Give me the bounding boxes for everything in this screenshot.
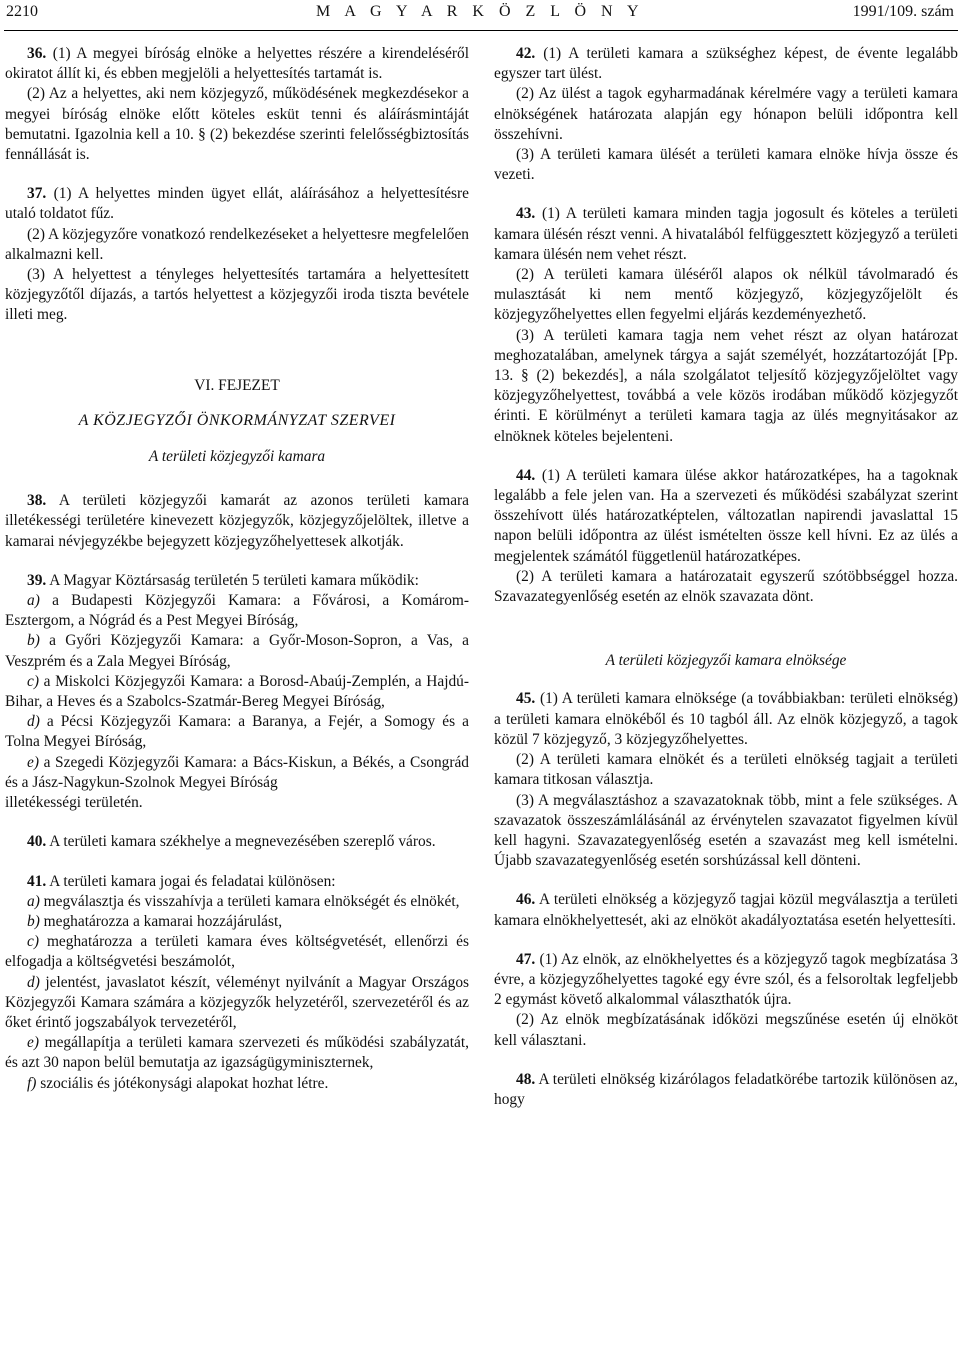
page-header (0, 0, 960, 30)
section-46-p1: 46. A területi elnökség a közjegyző tagjai közül megválasztja a területi kamara elnökhelyettesét, aki az elnököt akadályoztatása esetén helyettesíti. (494, 891, 958, 929)
section-number: 39. (27, 571, 47, 589)
section-48-p1: 48. A területi elnökség kizárólagos feladatkörébe tartozik különösen az, hogy (494, 1070, 958, 1108)
section-41-d: d) jelentést, javaslatot készít, véleményt nyilvánít a Magyar Országos Közjegyzői Kamara számára a közjegyzők helyzetéről, szervezetéről és az őket érintő jogszabályok tervezetéről, (5, 973, 469, 1031)
header-rule (4, 30, 958, 31)
journal-title: M A G Y A R K Ö Z L Ö N Y (315, 3, 645, 20)
section-41-p1: 41. A területi kamara jogai és feladatai különösen: (27, 872, 336, 890)
section-37-p1: 37. (1) A helyettes minden ügyet ellát, aláírásához a helyettesítésre utaló toldatot fűz. (5, 185, 469, 223)
section-47-p2: (2) Az elnök megbízatásának időközi megszűnése esetén új elnököt kell választani. (494, 1011, 958, 1049)
section-41-f: f) szociális és jótékonysági alapokat hozhat létre. (27, 1074, 329, 1092)
section-38-p1: 38. A területi közjegyzői kamarát az azonos területi kamara illetékességi területére kinevezett közjegyzők, közjegyzőjelöltek, illetve a kamarai névjegyzékbe bejegyzett közjegyzőhelyettesek alkotják. (5, 492, 469, 550)
section-number: 42. (516, 45, 536, 62)
section-45-p3: (3) A megválasztáshoz a szavazatoknak több, mint a fele szükséges. A szavazatok összeszámlálásánál az érvénytelen szavazatot figyelmen kívül kell hagyni. Szavazategyenlőség esetén a szavazást meg kell ismételni. Újabb szavazategyenlőség esetén sorshúzással kell dönteni. (494, 791, 958, 870)
section-number: 40. (27, 833, 47, 851)
subheading: A területi közjegyzői kamara (148, 448, 326, 466)
page-number: 2210 (6, 3, 38, 20)
section-number: 47. (516, 950, 536, 968)
section-39-c: c) a Miskolci Közjegyzői Kamara: a Borosd-Abaúj-Zemplén, a Hajdú-Bihar, a Heves és a Szabolcs-Szatmár-Bereg Megyei Bíróság, (5, 672, 469, 711)
section-number: 37. (27, 185, 47, 203)
section-41-e: e) megállapítja a területi kamara szervezeti és működési szabályzatát, és azt 30 napon belül bemutatja az igazságügyminiszternek, (5, 1034, 469, 1072)
left-column (5, 44, 469, 1094)
section-47-p1: 47. (1) Az elnök, az elnökhelyettes és a közjegyző tagok megbízatása 3 évre, a közjegyzőhelyettes tagoké egy évre szól, és a felsoroltak legfeljebb 2 egymást követő alkalommal választhatók újra. (494, 950, 958, 1009)
section-number: 36. (27, 45, 47, 62)
section-41-a: a) megválasztja és visszahívja a területi kamara elnökségét és elnökét, (27, 892, 460, 910)
section-42-p3: (3) A területi kamara ülését a területi kamara elnöke hívja össze és vezeti. (494, 146, 958, 184)
section-40-p1: 40. A területi kamara székhelye a megnevezésében szereplő város. (27, 833, 436, 851)
issue-number: 1991/109. szám (852, 3, 954, 20)
section-36-p1: 36. (1) A megyei bíróság elnöke a helyettes részére a kirendeléséről okiratot állít ki, és ebben megjelöli a helyettesítés tartamát is. (5, 45, 469, 83)
section-number: 41. (27, 872, 47, 890)
right-column (494, 44, 958, 1110)
section-number: 38. (27, 492, 47, 510)
section-43-p3: (3) A területi kamara tagja nem vehet részt az olyan határozat meghozatalában, amelynek tárgya a saját személyét, hozzátartozóját [Pp. 13. § (2) bekezdés], a nála szolgálatot teljesítő közjegyzőjelöltet vagy közjegyzőhelyettest, továbbá a vele közös irodában működő közjegyzőt érinti. E körülményt a területi kamara tagja az ülés megnyitásakor az elnöknek köteles bejelenteni. (494, 326, 958, 445)
section-44-p1: 44. (1) A területi kamara ülése akkor határozatképes, ha a tagoknak legalább a fele jelen van. Ha a szervezeti és működési szabályzat szerint összehívott ülés határozatképtelen, változatlan napirendi javaslattal 15 napon belüli időpontra az ülést ismételten össze kell hívni. Ez az ülés a megjelentek számától függetlenül határozatképes. (494, 466, 958, 565)
section-45-p2: (2) A területi kamara elnökét és a területi elnökség tagjait a területi kamara titkosan választja. (494, 751, 958, 789)
section-39-d: d) a Pécsi Közjegyzői Kamara: a Baranya, a Fejér, a Somogy és a Tolna Megyei Bíróság, (5, 713, 469, 751)
chapter-title: A KÖZJEGYZŐI ÖNKORMÁNYZAT SZERVEI (78, 411, 396, 429)
section-41-b: b) meghatározza a kamarai hozzájárulást, (27, 912, 283, 930)
section-number: 45. (516, 690, 536, 708)
subheading: A területi közjegyzői kamara elnöksége (605, 652, 847, 670)
section-39-e: e) a Szegedi Közjegyzői Kamara: a Bács-Kiskun, a Békés, a Csongrád és a Jász-Nagykun-Szolnok Megyei Bíróság (5, 753, 469, 791)
section-number: 48. (516, 1070, 536, 1088)
section-39-tail: illetékességi területén. (5, 794, 143, 812)
section-39-a: a) a Budapesti Közjegyzői Kamara: a Fővárosi, a Komárom-Esztergom, a Nógrád és a Pest Megyei Bíróság, (5, 592, 469, 630)
section-number: 46. (516, 891, 536, 909)
section-39-b: b) a Győri Közjegyzői Kamara: a Győr-Moson-Sopron, a Vas, a Veszprém és a Zala Megyei Bíróság, (5, 632, 469, 670)
section-42-p2: (2) Az ülést a tagok egyharmadának kérelmére vagy a területi kamara elnökségének határozata alapján egy hónapon belüli időpontra kell összehívni. (494, 85, 958, 143)
section-45-p1: 45. (1) A területi kamara elnöksége (a továbbiakban: területi elnökség) a területi kamara elnökéből és 10 tagból áll. Az elnök közjegyző, a tagok közül 7 közjegyző, 3 közjegyzőhelyettes. (494, 690, 958, 748)
section-41-c: c) meghatározza a területi kamara éves költségvetését, ellenőrzi és elfogadja a költségvetési beszámolót, (5, 933, 469, 971)
section-36-p2: (2) Az a helyettes, aki nem közjegyző, működésének megkezdésekor a megyei bíróság elnöke előtt köteles esküt tenni és aláírásmintáját bemutatni. Igazolnia kell a 10. § (2) bekezdése szerinti felelősségbiztosítás fennállását is. (5, 85, 469, 164)
chapter-number: VI. FEJEZET (194, 376, 280, 394)
section-37-p3: (3) A helyettest a tényleges helyettesítés tartamára a helyettesített közjegyzőtől díjazás, a tartós helyettest a közjegyzői iroda tiszta bevétele illeti meg. (5, 266, 469, 324)
section-44-p2: (2) A területi kamara a határozatait egyszerű szótöbbséggel hozza. Szavazategyenlőség esetén az elnök szavazata dönt. (494, 567, 958, 606)
section-37-p2: (2) A közjegyzőre vonatkozó rendelkezéseket a helyettesre megfelelően alkalmazni kell. (5, 225, 469, 263)
section-42-p1: 42. (1) A területi kamara a szükséghez képest, de évente legalább egyszer tart ülést. (494, 45, 958, 83)
section-number: 44. (516, 466, 536, 484)
section-39-p1: 39. A Magyar Köztársaság területén 5 területi kamara működik: (27, 571, 419, 589)
section-43-p1: 43. (1) A területi kamara minden tagja jogosult és köteles a területi kamara ülésén részt venni. A hivatalából felfüggesztett közjegyző a területi kamara ülésén nem vehet részt. (494, 205, 958, 263)
section-number: 43. (516, 205, 536, 223)
section-43-p2: (2) A területi kamara üléséről alapos ok nélkül távolmaradó és mulasztását ki nem mentő közjegyző, közjegyzőjelölt és közjegyzőhelyettes ellen fegyelmi eljárás kezdeményezhető. (494, 266, 958, 324)
